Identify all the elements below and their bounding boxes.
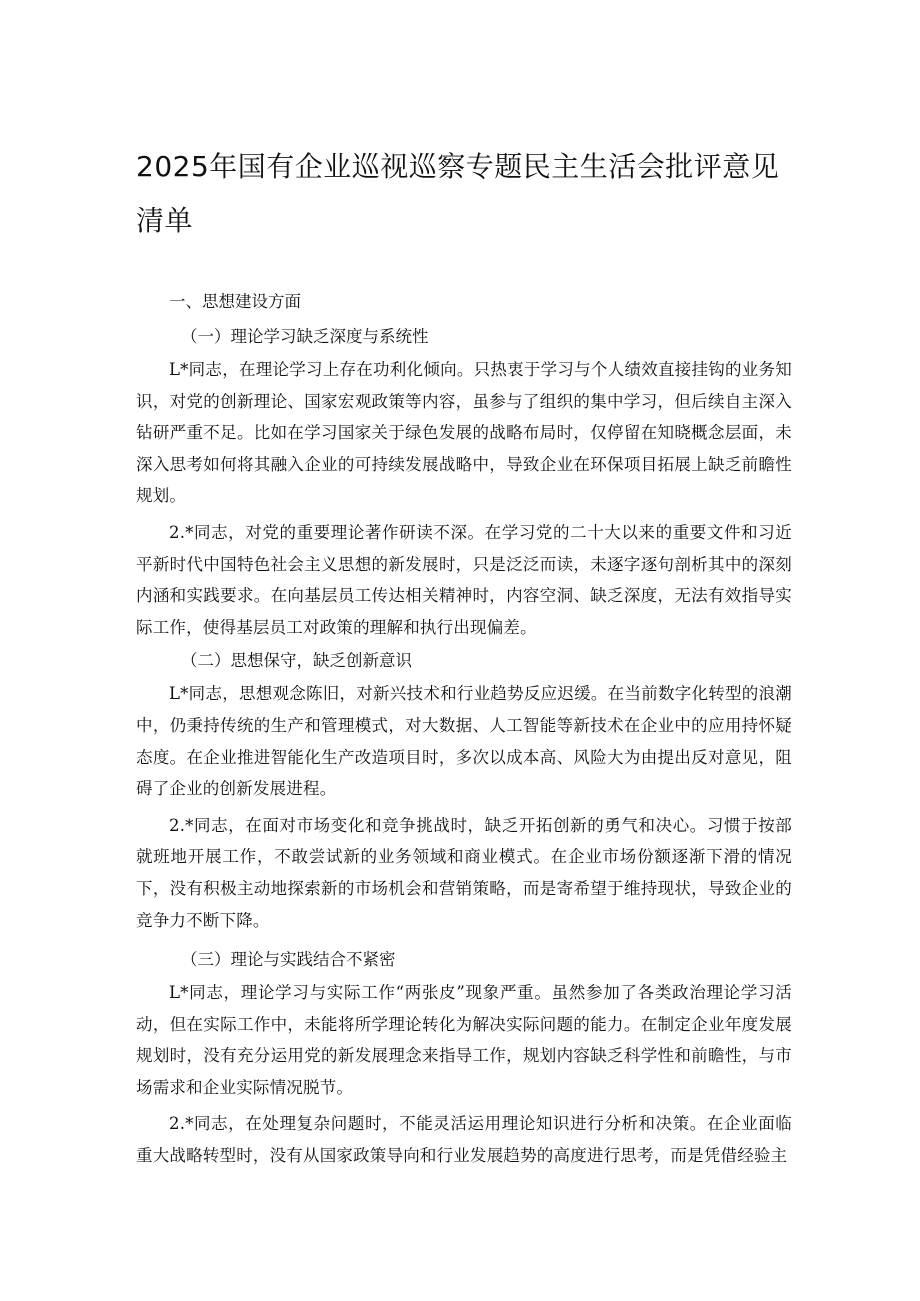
document-body (136, 284, 792, 1172)
paragraph-3-1: L*同志，理论学习与实际工作“两张皮”现象严重。虽然参加了各类政治理论学习活动，但在实际工作中，未能将所学理论转化为解决实际问题的能力。在制定企业年度发展规划时，没有充分运用党的新发展理念来指导工作，规划内容缺乏科学性和前瞻性，与市场需求和企业实际情况脱节。 (136, 983, 792, 1097)
paragraph-2-2: 2.*同志，在面对市场变化和竞争挑战时，缺乏开拓创新的勇气和决心。习惯于按部就班地开展工作，不敢尝试新的业务领域和商业模式。在企业市场份额逐渐下滑的情况下，没有积极主动地探索新的市场机会和营销策略，而是寄希望于维持现状，导致企业的竞争力不断下降。 (136, 815, 792, 930)
sub-heading-innovation: （二）思想保守，缺乏创新意识 (181, 651, 412, 671)
paragraph-2-1: L*同志，思想观念陈旧，对新兴技术和行业趋势反应迟缓。在当前数字化转型的浪潮中，仍秉持传统的生产和管理模式，对大数据、人工智能等新技术在企业中的应用持怀疑态度。在企业推进智能化生产改造项目时，多次以成本高、风险大为由提出反对意见，阻碍了企业的创新发展进程。 (136, 684, 792, 799)
section-heading-ideology: 一、思想建设方面 (169, 292, 301, 311)
document-title: 2025年国有企业巡视巡察专题民主生活会批评意见清单 (136, 150, 780, 237)
paragraph-1-2: 2.*同志，对党的重要理论著作研读不深。在学习党的二十大以来的重要文件和习近平新时代中国特色社会主义思想的新发展时，只是泛泛而读，未逐字逐句剖析其中的深刻内涵和实践要求。在向基层员工传达相关精神时，内容空洞、缺乏深度，无法有效指导实际工作，使得基层员工对政策的理解和执行出现偏差。 (136, 522, 792, 637)
paragraph-1-1: L*同志，在理论学习上存在功利化倾向。只热衷于学习与个人绩效直接挂钩的业务知识，对党的创新理论、国家宏观政策等内容，虽参与了组织的集中学习，但后续自主深入钻研严重不足。比如在学习国家关于绿色发展的战略布局时，仅停留在知晓概念层面，未深入思考如何将其融入企业的可持续发展战略中，导致企业在环保项目拓展上缺乏前瞻性规划。 (136, 360, 792, 506)
sub-heading-theory-study: （一）理论学习缺乏深度与系统性 (181, 327, 429, 346)
sub-heading-theory-practice: （三）理论与实践结合不紧密 (181, 950, 396, 970)
paragraph-3-2: 2.*同志，在处理复杂问题时，不能灵活运用理论知识进行分析和决策。在企业面临重大战略转型时，没有从国家政策导向和行业发展趋势的高度进行思考，而是凭借经验主 (136, 1114, 792, 1166)
